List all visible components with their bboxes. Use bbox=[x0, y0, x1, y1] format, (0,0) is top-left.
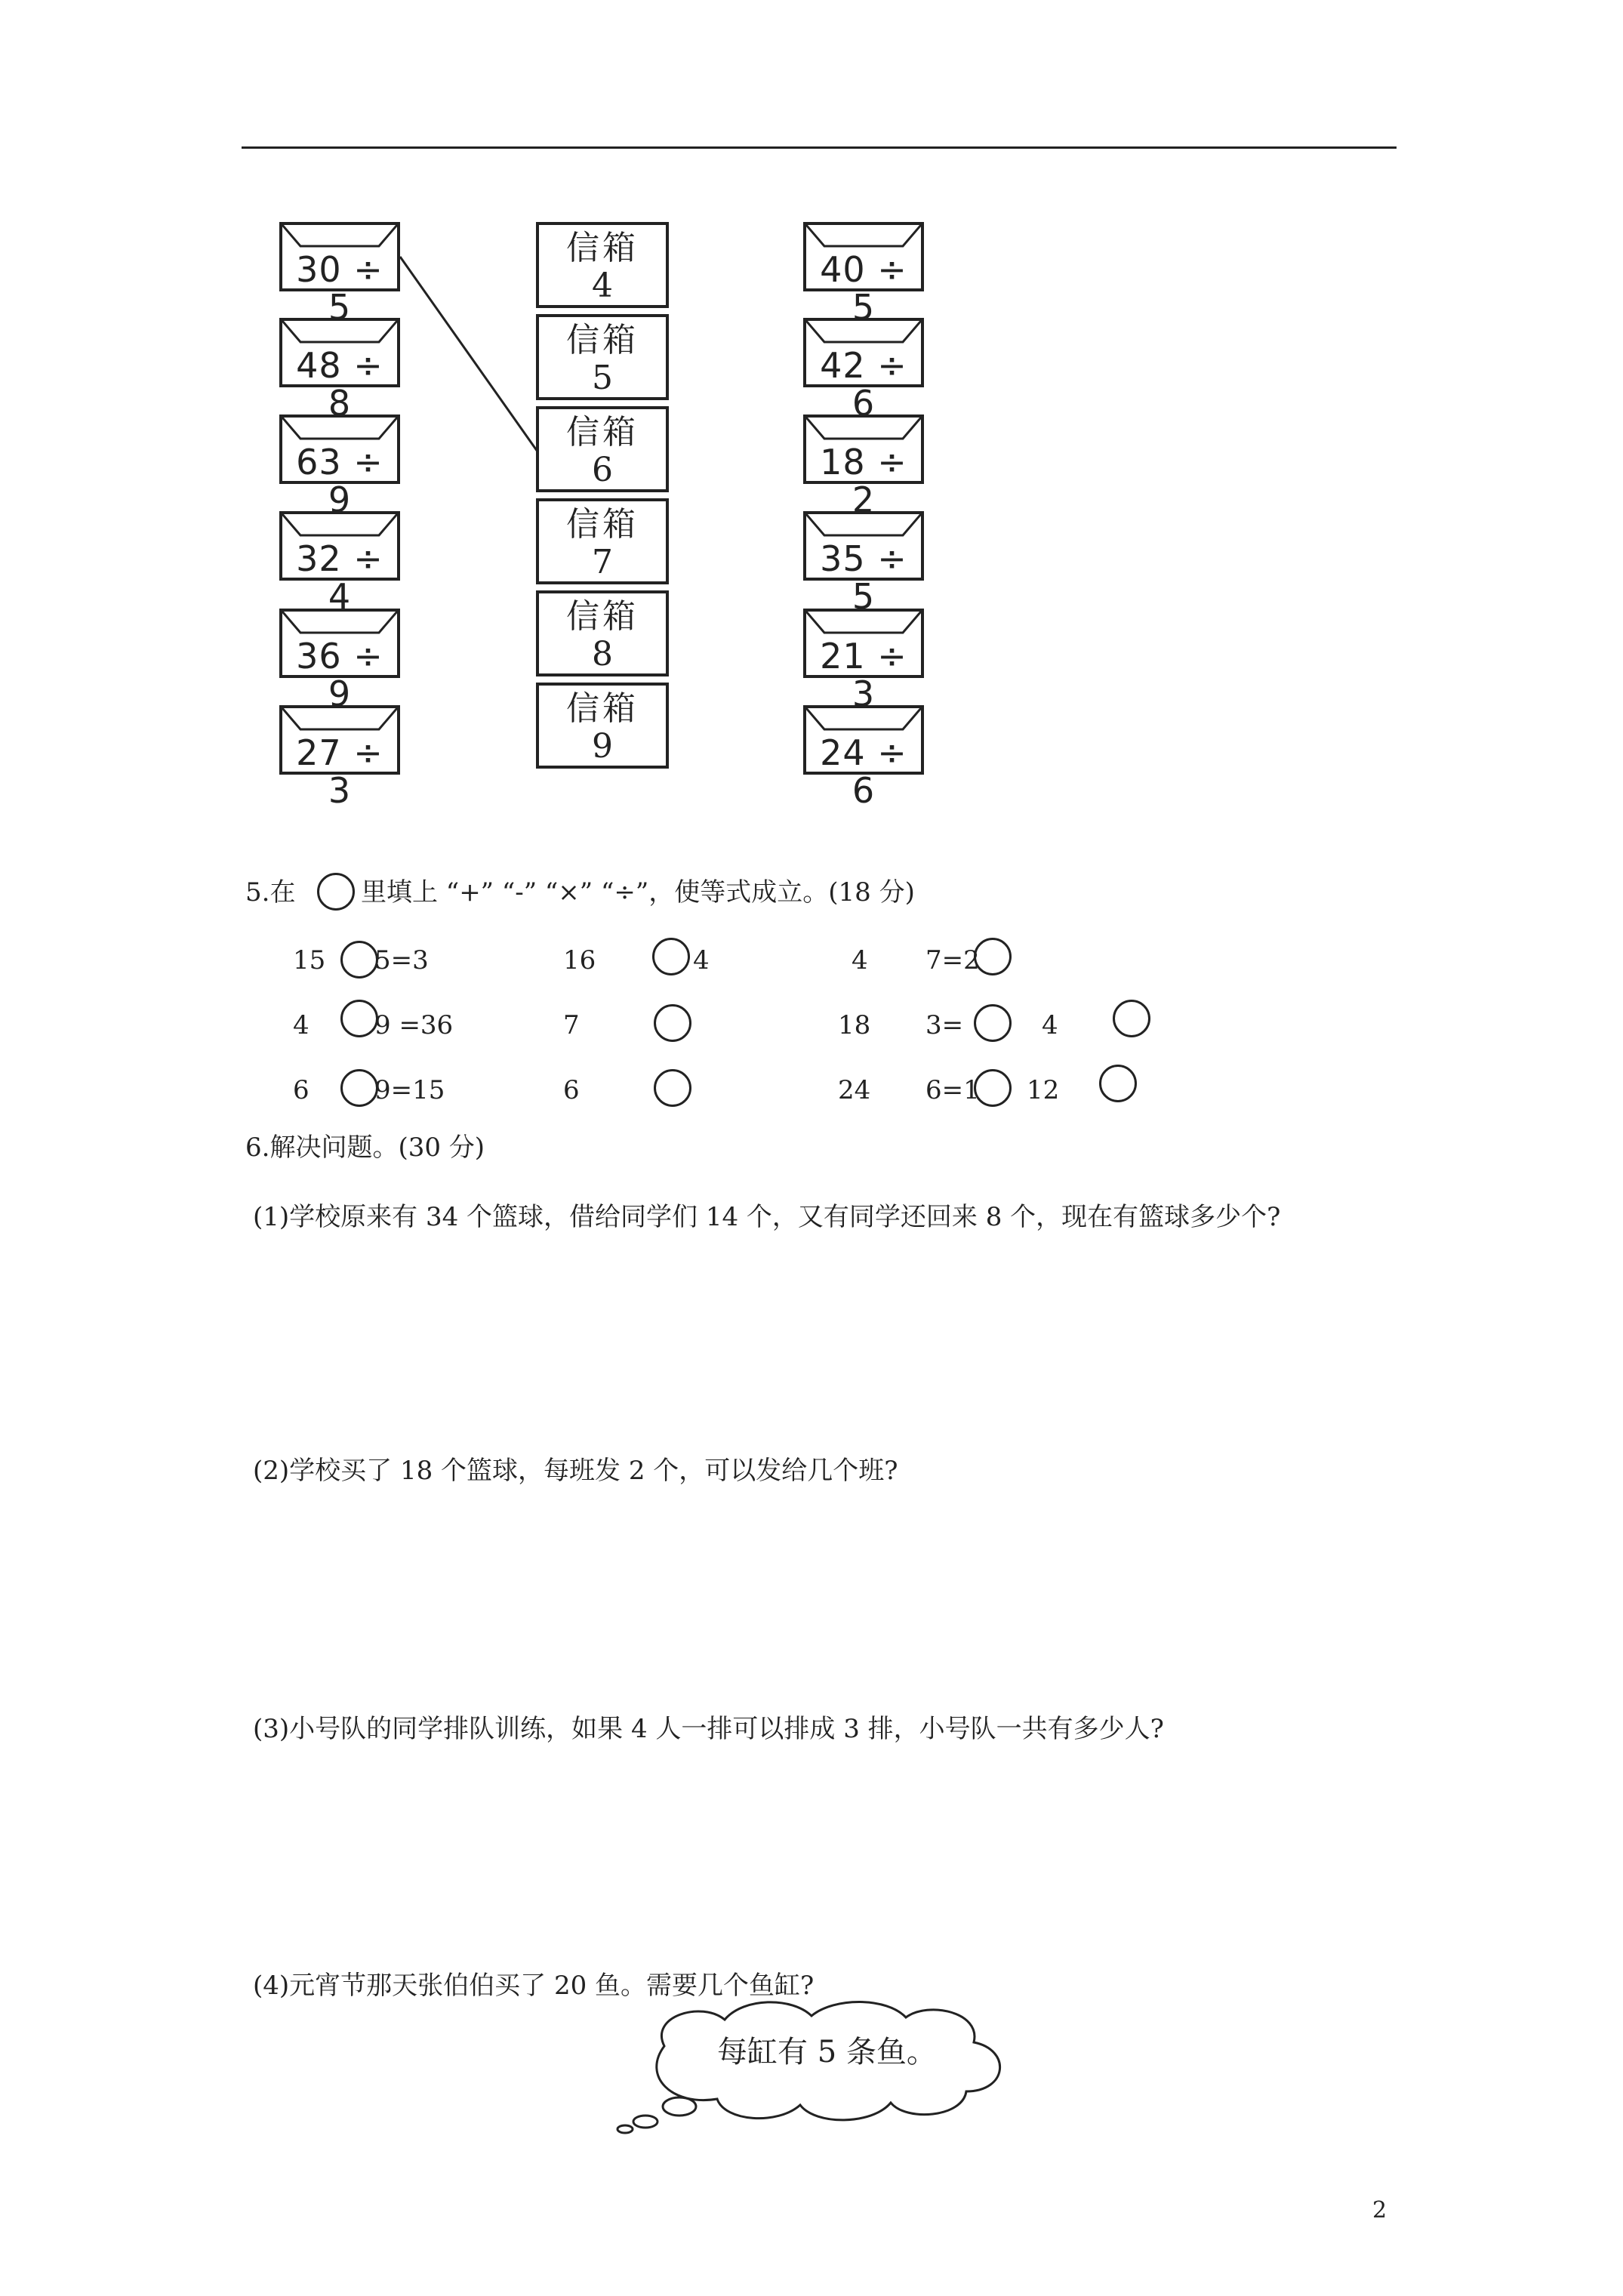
page-number: 2 bbox=[1372, 2197, 1387, 2224]
q5-r1-circle-1[interactable] bbox=[340, 941, 378, 978]
envelope-equation: 40 ÷ 5 bbox=[820, 249, 907, 328]
envelope-equation: 24 ÷ 6 bbox=[820, 732, 907, 811]
q5-r3-e: 6=1 bbox=[925, 1075, 980, 1105]
q5-r1-d: 4 bbox=[693, 945, 710, 975]
q5-r1-f: 7=2 bbox=[925, 945, 980, 975]
envelope-equation: 48 ÷ 8 bbox=[296, 345, 383, 424]
q5-r3-d: 24 bbox=[838, 1075, 871, 1105]
q5-r2-circle-2[interactable] bbox=[654, 1004, 691, 1042]
q6-problem-4: (4)元宵节那天张伯伯买了 20 鱼。需要几个鱼缸? bbox=[253, 1971, 815, 2001]
envelope-equation: 32 ÷ 4 bbox=[296, 538, 383, 617]
q5-r2-b: 9 =36 bbox=[374, 1010, 454, 1040]
q5-r2-f: 4 bbox=[1042, 1010, 1058, 1040]
mailbox-number: 4 bbox=[592, 267, 613, 305]
q6-problem-3: (3)小号队的同学排队训练，如果 4 人一排可以排成 3 排，小号队一共有多少人? bbox=[253, 1714, 1164, 1744]
cloud-text: 每缸有 5 条鱼。 bbox=[717, 2035, 937, 2069]
q5-prefix: 5.在 bbox=[245, 877, 296, 908]
q5-r2-circle-4[interactable] bbox=[1113, 1000, 1150, 1037]
q5-instruction: 里填上 “+” “-” “×” “÷”，使等式成立。(18 分) bbox=[361, 877, 915, 908]
q5-r3-f: 12 bbox=[1027, 1075, 1060, 1105]
q6-problem-1: (1)学校原来有 34 个篮球，借给同学们 14 个，又有同学还回来 8 个，现在有篮球多少个? bbox=[253, 1202, 1281, 1232]
q6-problem-2: (2)学校买了 18 个篮球，每班发 2 个，可以发给几个班? bbox=[253, 1456, 898, 1486]
envelope-equation: 27 ÷ 3 bbox=[296, 732, 383, 811]
q5-r3-circle-4[interactable] bbox=[1099, 1065, 1137, 1102]
q5-r3-c: 6 bbox=[563, 1075, 580, 1105]
q5-r2-d: 18 bbox=[838, 1010, 871, 1040]
q5-r2-circle-1[interactable] bbox=[340, 1000, 378, 1037]
mailbox-label: 信箱 bbox=[566, 505, 639, 544]
q5-circle-example bbox=[317, 873, 355, 911]
q5-r1-c: 16 bbox=[563, 945, 596, 975]
q6-title: 6.解决问题。(30 分) bbox=[245, 1133, 485, 1163]
mailbox-label: 信箱 bbox=[566, 413, 639, 451]
envelope-equation: 30 ÷ 5 bbox=[296, 249, 383, 328]
mailbox-number: 5 bbox=[592, 359, 613, 397]
mailbox-number: 7 bbox=[592, 543, 613, 581]
mailbox-label: 信箱 bbox=[566, 689, 639, 728]
q5-r2-e: 3= bbox=[925, 1010, 964, 1040]
q5-r1-circle-3[interactable] bbox=[974, 938, 1012, 975]
mailbox-number: 6 bbox=[592, 451, 613, 489]
q5-r1-e: 4 bbox=[852, 945, 868, 975]
mailbox-label: 信箱 bbox=[566, 597, 639, 636]
envelope-equation: 35 ÷ 5 bbox=[820, 538, 907, 617]
q5-r1-circle-2[interactable] bbox=[652, 938, 690, 975]
envelope-equation: 18 ÷ 2 bbox=[820, 442, 907, 520]
q5-r1-b: 5=3 bbox=[374, 945, 429, 975]
q5-r3-circle-1[interactable] bbox=[340, 1069, 378, 1107]
mailbox-number: 8 bbox=[592, 635, 613, 673]
q5-r1-a: 15 bbox=[293, 945, 326, 975]
mailbox-label: 信箱 bbox=[566, 229, 639, 267]
envelope-equation: 63 ÷ 9 bbox=[296, 442, 383, 520]
mailbox-number: 9 bbox=[592, 727, 613, 766]
q5-r3-a: 6 bbox=[293, 1075, 310, 1105]
envelope-equation: 36 ÷ 9 bbox=[296, 636, 383, 714]
q5-r2-a: 4 bbox=[293, 1010, 310, 1040]
mailbox-label: 信箱 bbox=[566, 321, 639, 359]
q5-r3-circle-3[interactable] bbox=[974, 1069, 1012, 1107]
envelope-equation: 21 ÷ 3 bbox=[820, 636, 907, 714]
q5-r2-c: 7 bbox=[563, 1010, 580, 1040]
q5-r2-circle-3[interactable] bbox=[974, 1004, 1012, 1042]
envelope-equation: 42 ÷ 6 bbox=[820, 345, 907, 424]
q5-r3-circle-2[interactable] bbox=[654, 1069, 691, 1107]
match-line bbox=[0, 0, 1623, 831]
q5-r3-b: 9=15 bbox=[374, 1075, 445, 1105]
